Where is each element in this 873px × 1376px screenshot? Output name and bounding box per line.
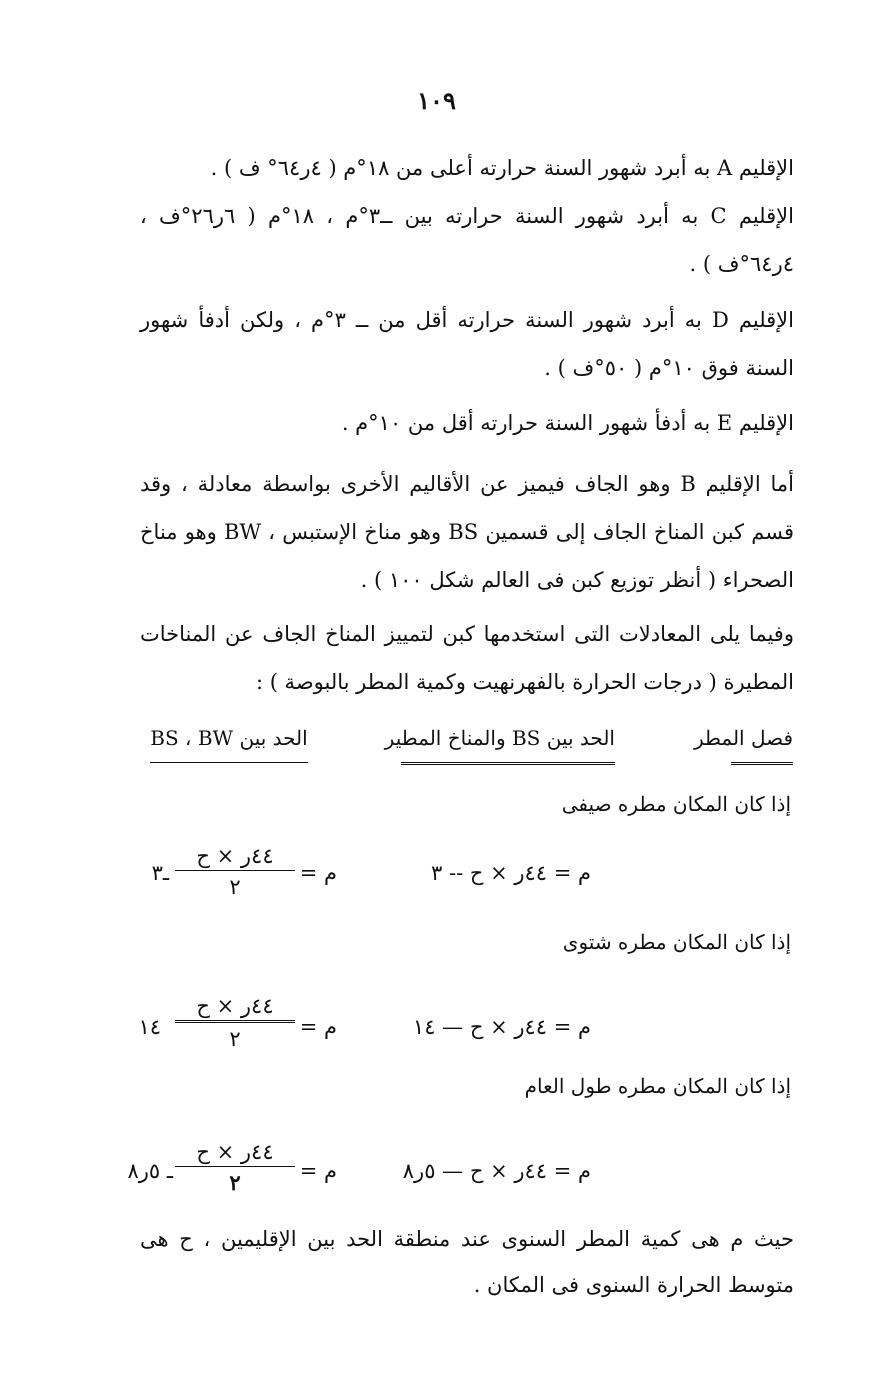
fraction-numerator: ٤٤ر × ح <box>175 992 295 1023</box>
paragraph-climate-a: الإقليم A به أبرد شهور السنة حرارته أعلى من ١٨°م ( ٤ر٦٤° ف ) . <box>210 156 794 180</box>
paragraph-climate-d: الإقليم D به أبرد شهور السنة حرارته أقل من ــ ٣°م ، ولكن أدفأ شهور السنة فوق ١٠°م ( ٥٠°ف ) . <box>140 308 794 380</box>
fraction-numerator: ٤٤ر × ح <box>175 1138 295 1167</box>
equation-summer-fraction <box>175 842 295 901</box>
case-label-winter: إذا كان المكان مطره شتوى <box>562 930 791 954</box>
fraction-denominator: ٢ <box>229 875 241 899</box>
equation-winter-fraction <box>175 992 295 1053</box>
equation-winter-bs-rainy: م = ٤٤ر × ح — ١٤ <box>412 1015 591 1039</box>
case-label-summer: إذا كان المكان مطره صيفى <box>561 792 791 816</box>
paragraph-climate-e: الإقليم E به أدفأ شهور السنة حرارته أقل من ١٠°م . <box>341 411 794 435</box>
equation-allyear-lhs: م = <box>299 1159 337 1183</box>
equation-allyear-tail: ـ ٥ر٨ <box>127 1159 173 1183</box>
equation-winter-tail: ١٤ <box>138 1015 161 1039</box>
equation-summer-bs-rainy: م = ٤٤ر × ح -- ٣ <box>431 861 591 885</box>
header-bs-bw-limit: الحد بين BS ، BW <box>150 718 308 763</box>
paragraph-equations-intro: وفيما يلى المعادلات التى استخدمها كبن لتمييز المناخ الجاف عن المناخات المطيرة ( درجات الحرارة بالفهرنهيت وكمية المطر بالبوصة ) : <box>140 622 794 694</box>
fraction-denominator: ٢ <box>229 1170 241 1195</box>
page-number: ١٠٩ <box>417 86 456 115</box>
fraction-denominator: ٢ <box>229 1027 241 1051</box>
footnote-definitions: حيث م هى كمية المطر السنوى عند منطقة الحد بين الإقليمين ، ح هى متوسط الحرارة السنوى فى المكان . <box>140 1227 794 1297</box>
fraction-numerator: ٤٤ر × ح <box>175 842 295 871</box>
equation-summer-lhs: م = <box>299 861 337 885</box>
equation-summer-tail: ـ٣ <box>151 861 169 885</box>
equation-allyear-fraction <box>175 1138 295 1197</box>
equation-allyear-bs-rainy: م = ٤٤ر × ح — ٥ر٨ <box>402 1159 591 1183</box>
paragraph-climate-b: أما الإقليم B وهو الجاف فيميز عن الأقاليم الأخرى بواسطة معادلة ، وقد قسم كبن المناخ الجاف إلى قسمين BS وهو مناخ الإستبس ، BW وهو مناخ الصحراء ( أنظر توزيع كبن فى العالم شكل ١٠٠ ) . <box>140 472 794 592</box>
equation-winter-lhs: م = <box>299 1015 337 1039</box>
case-label-all-year: إذا كان المكان مطره طول العام <box>524 1074 791 1098</box>
paragraph-climate-c: الإقليم C به أبرد شهور السنة حرارته بين ــ٣°م ، ١٨°م ( ٦ر٢٦°ف ، ٤ر٦٤°ف ) . <box>140 204 794 276</box>
header-rain-season: فصل المطر <box>731 718 793 765</box>
header-bs-rainy-limit: الحد بين BS والمناخ المطير <box>401 718 615 765</box>
